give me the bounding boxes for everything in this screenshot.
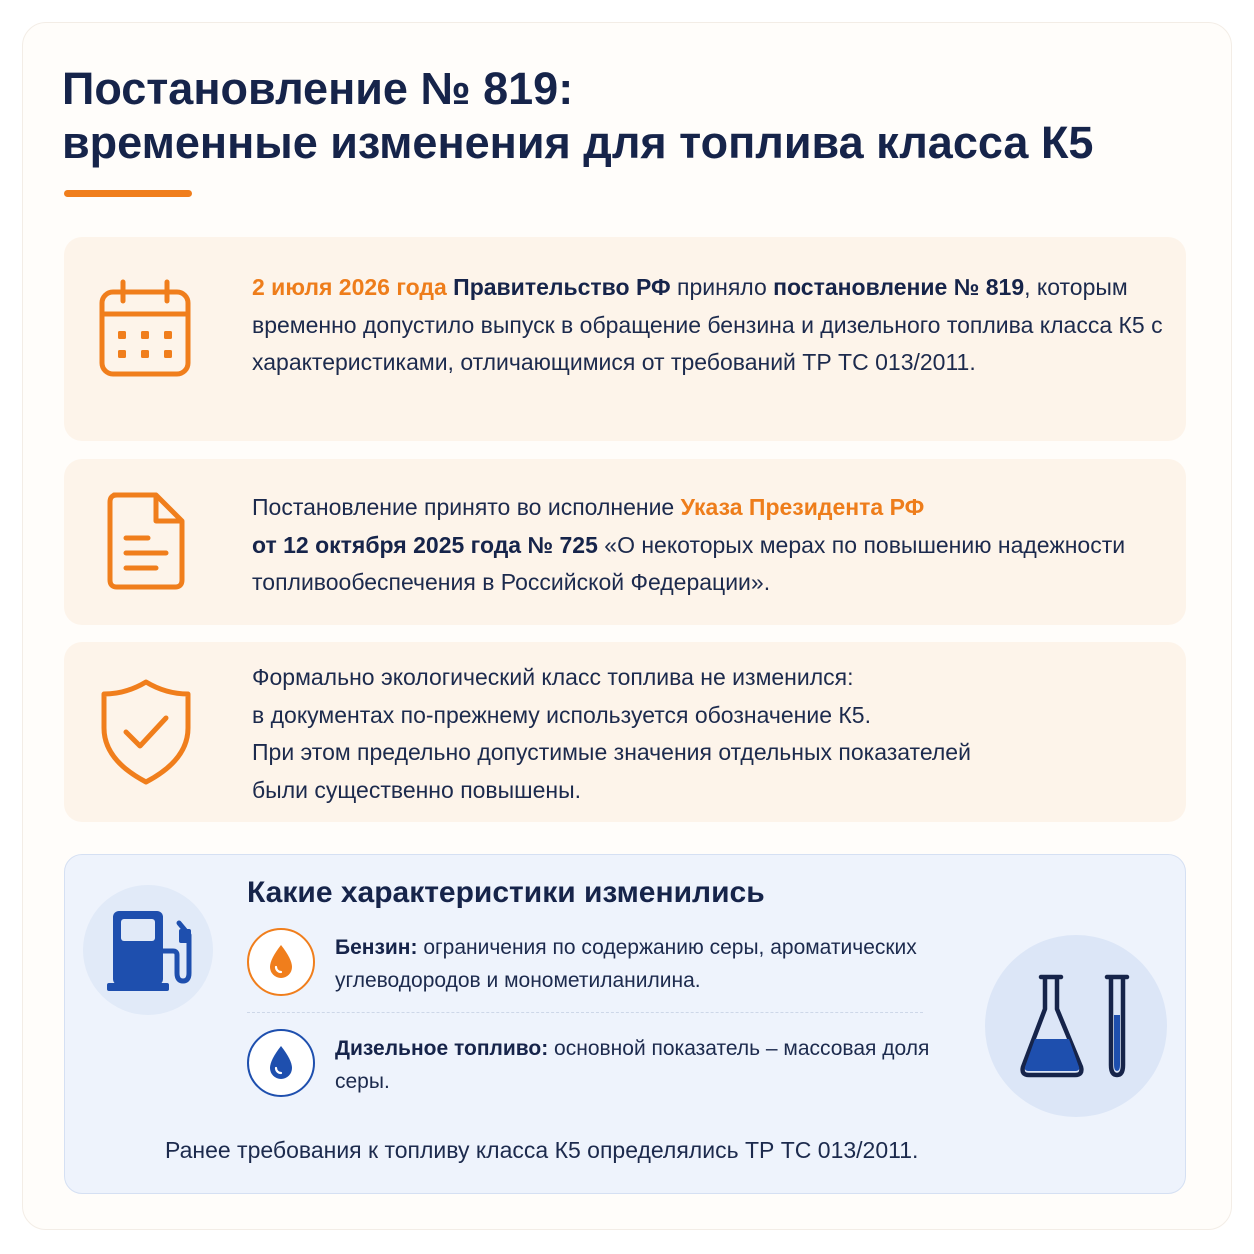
blue-drop-icon	[266, 1044, 296, 1082]
gasoline-item	[335, 931, 955, 997]
changes-panel	[64, 854, 1186, 1194]
accepted-word: приняло	[670, 274, 774, 300]
decree-number: постановление № 819	[773, 274, 1025, 300]
gasoline-text: ограничения по содержанию серы, ароматических углеводородов и монометиланилина.	[335, 936, 917, 992]
gasoline-badge	[247, 928, 315, 996]
fuel-pump-icon	[107, 907, 193, 993]
items-divider	[247, 1012, 923, 1013]
decree-text	[252, 269, 1172, 382]
eco-class-text	[252, 659, 1172, 809]
diesel-item	[335, 1032, 955, 1098]
president-decree-title: Указа Президента РФ	[680, 494, 925, 520]
president-decree-rest: «О некоторых мерах по повышению надежности топливообеспечения в Российской Федерации».	[252, 531, 1126, 595]
page-title	[62, 62, 1162, 170]
fuel-pump-badge	[83, 885, 213, 1015]
calendar-icon	[98, 279, 194, 379]
president-decree-text	[252, 489, 1172, 602]
decree-rest: , которым временно допустило выпуск в обращение бензина и дизельного топлива класса К5 с характеристиками, отличающимися от требований ТР ТС 013/2011.	[252, 274, 1163, 375]
info-card-president-decree	[64, 459, 1186, 625]
title-line-1: Постановление № 819:	[62, 63, 574, 114]
president-decree-date: от 12 октября 2025 года № 725	[252, 531, 598, 558]
title-line-2: временные изменения для топлива класса К5	[62, 117, 1094, 168]
title-underline	[64, 190, 192, 197]
diesel-label: Дизельное топливо:	[335, 1037, 549, 1060]
diesel-badge	[247, 1029, 315, 1097]
previous-requirements-note: Ранее требования к топливу класса К5 определялись ТР ТС 013/2011.	[165, 1137, 919, 1163]
orange-drop-icon	[266, 943, 296, 981]
government-name: Правительство РФ	[453, 274, 671, 300]
shield-check-icon	[98, 678, 194, 786]
info-card-eco-class	[64, 642, 1186, 822]
lab-badge	[985, 935, 1167, 1117]
president-intro: Постановление принято во исполнение	[252, 494, 681, 520]
eco-line-3: При этом предельно допустимые значения отдельных показателей	[252, 739, 971, 765]
eco-line-2: в документах по-прежнему используется обозначение К5.	[252, 701, 871, 728]
document-icon	[106, 492, 186, 590]
diesel-text: основной показатель – массовая доля серы.	[335, 1037, 930, 1093]
gasoline-label: Бензин:	[335, 936, 418, 959]
decree-date: 2 июля 2026 года	[252, 274, 447, 300]
changes-title: Какие характеристики изменились	[247, 876, 765, 909]
eco-line-4: были существенно повышены.	[252, 776, 582, 803]
eco-line-1: Формально экологический класс топлива не изменился:	[252, 664, 854, 690]
info-card-decree	[64, 237, 1186, 441]
lab-flask-icon	[1017, 971, 1137, 1081]
